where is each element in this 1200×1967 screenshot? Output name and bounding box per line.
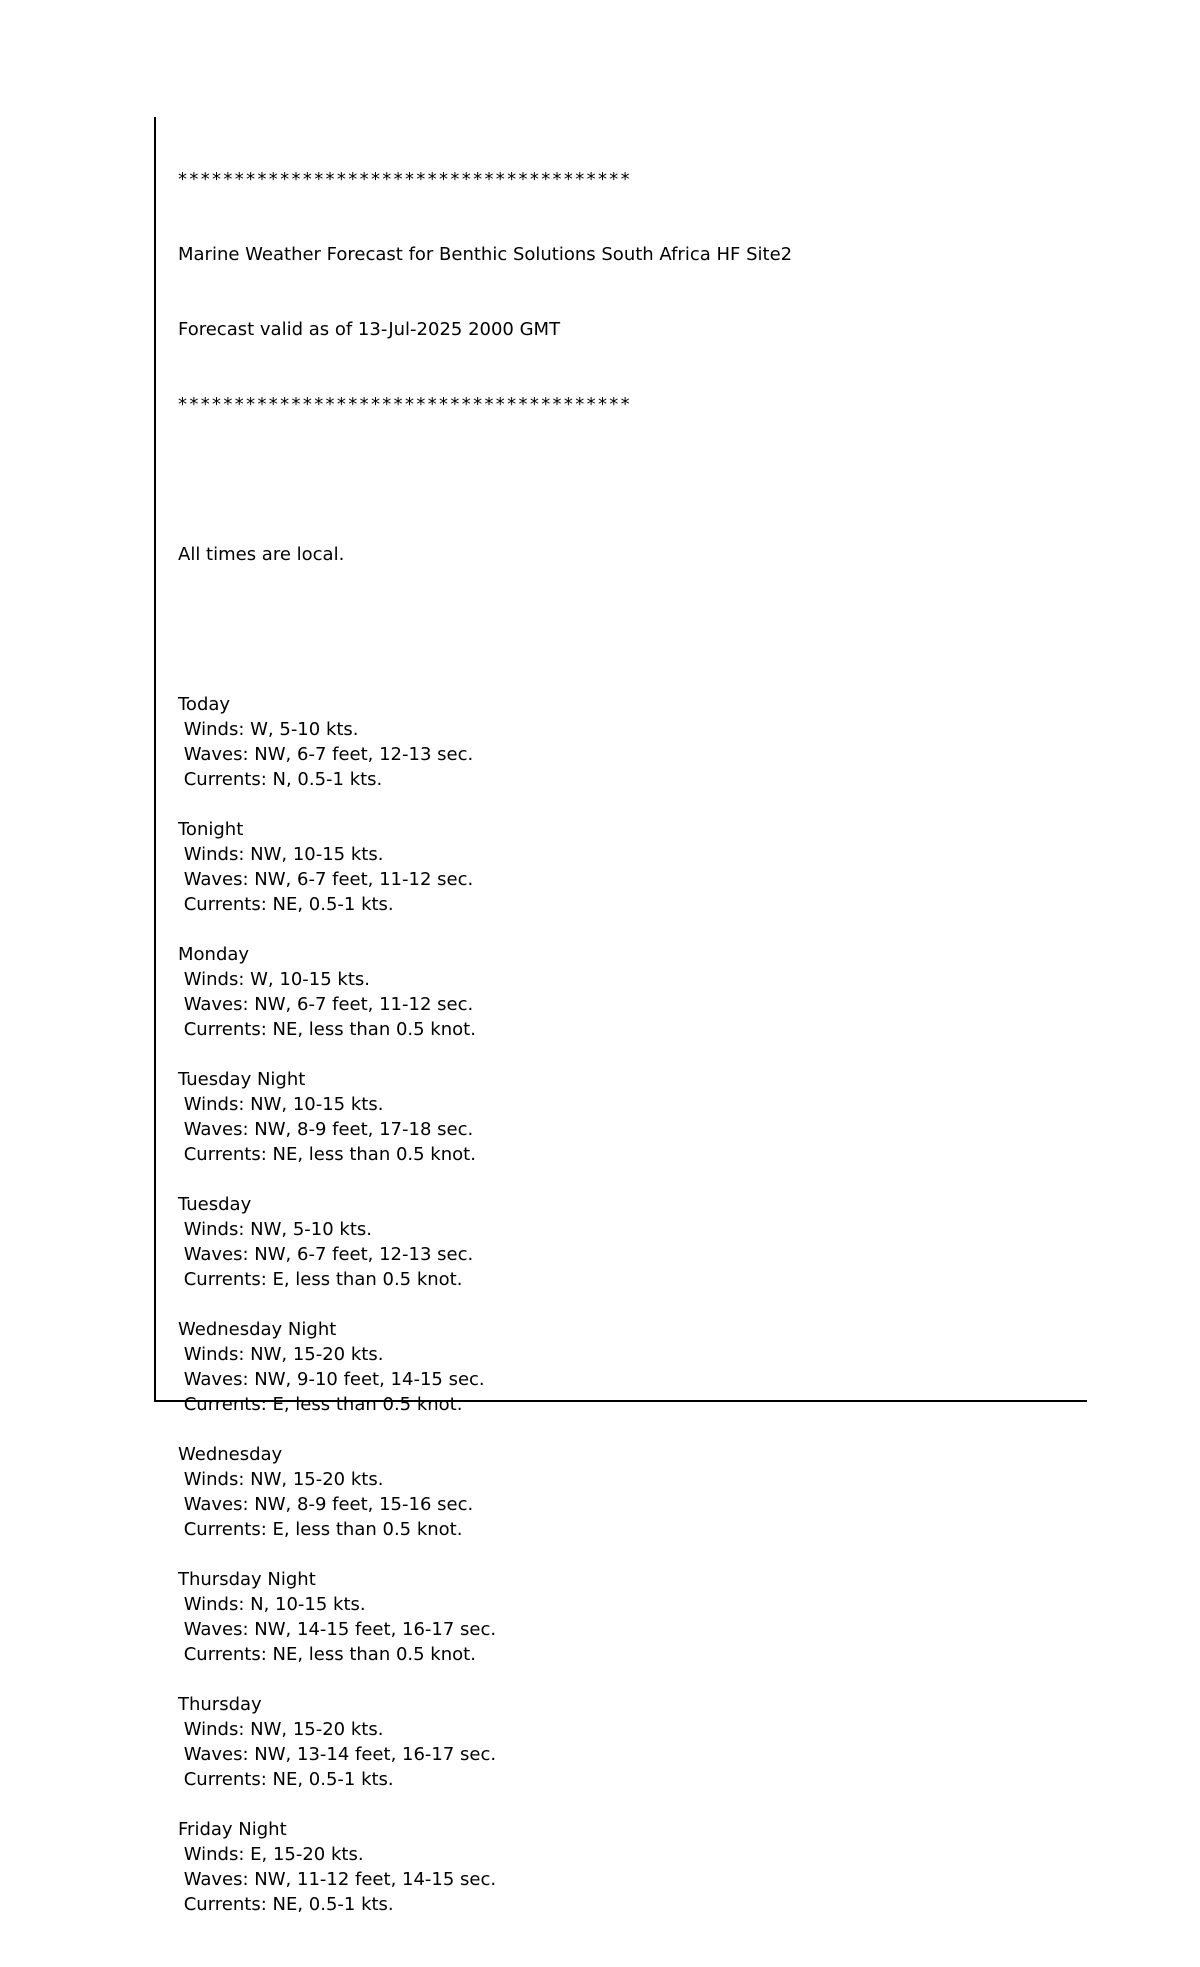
winds-line: Winds: NW, 10-15 kts. (178, 844, 384, 865)
section-name: Wednesday Night (178, 1319, 337, 1340)
spacer (178, 1917, 792, 1942)
waves-line: Waves: NW, 9-10 feet, 14-15 sec. (178, 1369, 485, 1390)
section-name: Thursday Night (178, 1569, 316, 1590)
currents-line: Currents: NE, less than 0.5 knot. (178, 1019, 476, 1040)
separator-bottom: **************************************** (178, 394, 632, 415)
currents-line: Currents: N, 0.5-1 kts. (178, 769, 383, 790)
section-name: Monday (178, 944, 250, 965)
spacer (178, 1042, 792, 1067)
currents-line: Currents: NE, less than 0.5 knot. (178, 1644, 476, 1665)
currents-line: Currents: NE, 0.5-1 kts. (178, 894, 394, 915)
waves-line: Waves: NW, 6-7 feet, 11-12 sec. (178, 869, 474, 890)
waves-line: Waves: NW, 8-9 feet, 15-16 sec. (178, 1494, 474, 1515)
valid-line: Forecast valid as of 13-Jul-2025 2000 GMT (178, 319, 561, 340)
forecast-sections (178, 692, 792, 1942)
spacer (178, 1167, 792, 1192)
winds-line: Winds: W, 5-10 kts. (178, 719, 359, 740)
winds-line: Winds: NW, 15-20 kts. (178, 1344, 384, 1365)
spacer (178, 1667, 792, 1692)
times-note: All times are local. (178, 544, 345, 565)
winds-line: Winds: NW, 15-20 kts. (178, 1719, 384, 1740)
spacer (178, 917, 792, 942)
spacer (178, 617, 792, 642)
winds-line: Winds: E, 15-20 kts. (178, 1844, 364, 1865)
waves-line: Waves: NW, 8-9 feet, 17-18 sec. (178, 1119, 474, 1140)
forecast-document (178, 117, 792, 1967)
spacer (178, 1417, 792, 1442)
waves-line: Waves: NW, 6-7 feet, 12-13 sec. (178, 744, 474, 765)
currents-line: Currents: E, less than 0.5 knot. (178, 1269, 463, 1290)
document-title: Marine Weather Forecast for Benthic Solutions South Africa HF Site2 (178, 244, 793, 265)
spacer (178, 467, 792, 492)
currents-line: Currents: NE, 0.5-1 kts. (178, 1769, 394, 1790)
waves-line: Waves: NW, 11-12 feet, 14-15 sec. (178, 1869, 497, 1890)
spacer (178, 1542, 792, 1567)
section-name: Thursday (178, 1694, 262, 1715)
winds-line: Winds: NW, 15-20 kts. (178, 1469, 384, 1490)
winds-line: Winds: NW, 10-15 kts. (178, 1094, 384, 1115)
section-name: Tuesday Night (178, 1069, 306, 1090)
spacer (178, 792, 792, 817)
section-name: Wednesday (178, 1444, 283, 1465)
winds-line: Winds: N, 10-15 kts. (178, 1594, 366, 1615)
section-name: Tuesday (178, 1194, 252, 1215)
currents-line: Currents: NE, 0.5-1 kts. (178, 1894, 394, 1915)
section-name: Friday Night (178, 1819, 287, 1840)
waves-line: Waves: NW, 14-15 feet, 16-17 sec. (178, 1619, 497, 1640)
separator-top: **************************************** (178, 169, 632, 190)
currents-line: Currents: E, less than 0.5 knot. (178, 1519, 463, 1540)
waves-line: Waves: NW, 6-7 feet, 12-13 sec. (178, 1244, 474, 1265)
section-name: Today (178, 694, 231, 715)
spacer (178, 1792, 792, 1817)
winds-line: Winds: NW, 5-10 kts. (178, 1219, 372, 1240)
currents-line: Currents: E, less than 0.5 knot. (178, 1394, 463, 1415)
waves-line: Waves: NW, 13-14 feet, 16-17 sec. (178, 1744, 497, 1765)
section-name: Tonight (178, 819, 244, 840)
winds-line: Winds: W, 10-15 kts. (178, 969, 370, 990)
spacer (178, 1292, 792, 1317)
currents-line: Currents: NE, less than 0.5 knot. (178, 1144, 476, 1165)
waves-line: Waves: NW, 6-7 feet, 11-12 sec. (178, 994, 474, 1015)
